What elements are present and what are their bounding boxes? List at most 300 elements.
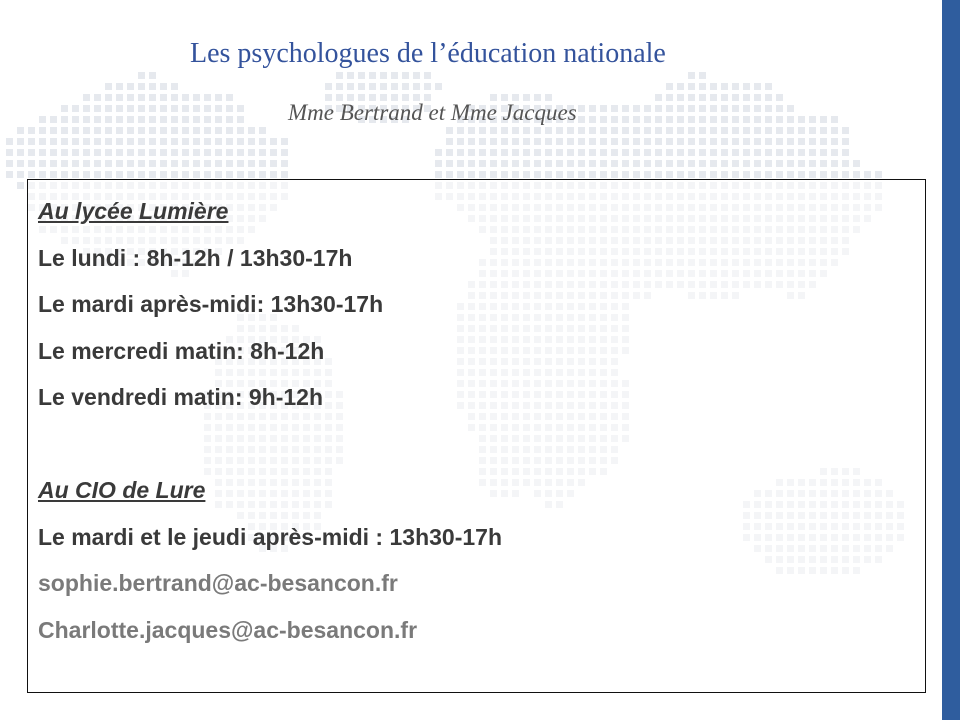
map-dot: [699, 72, 706, 79]
map-dot: [622, 149, 629, 156]
map-dot: [534, 127, 541, 134]
map-dot: [50, 160, 57, 167]
map-dot: [765, 94, 772, 101]
map-dot: [138, 94, 145, 101]
map-dot: [820, 127, 827, 134]
map-dot: [182, 116, 189, 123]
map-dot: [259, 138, 266, 145]
map-dot: [336, 72, 343, 79]
map-dot: [523, 149, 530, 156]
map-dot: [809, 171, 816, 178]
map-dot: [72, 149, 79, 156]
map-dot: [149, 127, 156, 134]
map-dot: [61, 160, 68, 167]
map-dot: [721, 94, 728, 101]
map-dot: [776, 94, 783, 101]
map-dot: [6, 171, 13, 178]
schedule-lines: [38, 188, 915, 653]
map-dot: [138, 171, 145, 178]
map-dot: [512, 149, 519, 156]
map-dot: [204, 105, 211, 112]
map-dot: [204, 127, 211, 134]
map-dot: [281, 138, 288, 145]
map-dot: [556, 160, 563, 167]
map-dot: [787, 127, 794, 134]
map-dot: [666, 83, 673, 90]
map-dot: [644, 149, 651, 156]
lycee-hours-monday: Le lundi : 8h-12h / 13h30-17h: [38, 244, 353, 271]
map-dot: [611, 171, 618, 178]
map-dot: [765, 127, 772, 134]
map-dot: [578, 127, 585, 134]
map-dot: [776, 127, 783, 134]
map-dot: [666, 138, 673, 145]
map-dot: [578, 149, 585, 156]
map-dot: [160, 127, 167, 134]
map-dot: [776, 171, 783, 178]
map-dot: [853, 171, 860, 178]
map-dot: [171, 127, 178, 134]
map-dot: [787, 171, 794, 178]
map-dot: [72, 127, 79, 134]
map-dot: [61, 149, 68, 156]
map-dot: [589, 138, 596, 145]
map-dot: [215, 149, 222, 156]
map-dot: [534, 149, 541, 156]
map-dot: [28, 138, 35, 145]
map-dot: [600, 160, 607, 167]
map-dot: [193, 160, 200, 167]
lycee-heading: Au lycée Lumière: [38, 198, 229, 224]
map-dot: [468, 138, 475, 145]
map-dot: [380, 83, 387, 90]
map-dot: [435, 83, 442, 90]
cio-heading: Au CIO de Lure: [38, 477, 206, 503]
map-dot: [820, 171, 827, 178]
map-dot: [457, 127, 464, 134]
map-dot: [820, 138, 827, 145]
map-dot: [754, 171, 761, 178]
map-dot: [622, 160, 629, 167]
map-dot: [83, 171, 90, 178]
map-dot: [765, 138, 772, 145]
map-dot: [116, 149, 123, 156]
map-dot: [732, 83, 739, 90]
map-dot: [270, 149, 277, 156]
map-dot: [149, 149, 156, 156]
map-dot: [699, 160, 706, 167]
map-dot: [402, 72, 409, 79]
map-dot: [721, 138, 728, 145]
map-dot: [644, 138, 651, 145]
map-dot: [655, 171, 662, 178]
map-dot: [237, 138, 244, 145]
map-dot: [116, 138, 123, 145]
map-dot: [666, 160, 673, 167]
map-dot: [237, 149, 244, 156]
map-dot: [215, 160, 222, 167]
map-dot: [677, 171, 684, 178]
map-dot: [457, 149, 464, 156]
map-dot: [127, 116, 134, 123]
map-dot: [105, 171, 112, 178]
map-dot: [820, 149, 827, 156]
map-dot: [237, 105, 244, 112]
map-dot: [831, 149, 838, 156]
map-dot: [831, 171, 838, 178]
map-dot: [116, 116, 123, 123]
map-dot: [193, 116, 200, 123]
map-dot: [688, 83, 695, 90]
map-dot: [358, 72, 365, 79]
map-dot: [710, 94, 717, 101]
map-dot: [61, 138, 68, 145]
map-dot: [446, 127, 453, 134]
map-dot: [655, 127, 662, 134]
map-dot: [193, 171, 200, 178]
map-dot: [248, 127, 255, 134]
map-dot: [732, 105, 739, 112]
map-dot: [171, 149, 178, 156]
map-dot: [512, 127, 519, 134]
map-dot: [666, 149, 673, 156]
map-dot: [72, 116, 79, 123]
map-dot: [556, 138, 563, 145]
map-dot: [446, 149, 453, 156]
map-dot: [556, 149, 563, 156]
map-dot: [138, 116, 145, 123]
map-dot: [842, 138, 849, 145]
map-dot: [512, 171, 519, 178]
map-dot: [237, 116, 244, 123]
map-dot: [248, 171, 255, 178]
map-dot: [193, 138, 200, 145]
map-dot: [787, 105, 794, 112]
map-dot: [61, 116, 68, 123]
map-dot: [149, 138, 156, 145]
map-dot: [490, 138, 497, 145]
map-dot: [611, 160, 618, 167]
map-dot: [501, 149, 508, 156]
map-dot: [160, 105, 167, 112]
map-dot: [468, 160, 475, 167]
map-dot: [6, 138, 13, 145]
map-dot: [215, 171, 222, 178]
map-dot: [446, 160, 453, 167]
map-dot: [160, 160, 167, 167]
map-dot: [831, 160, 838, 167]
map-dot: [842, 160, 849, 167]
map-dot: [347, 83, 354, 90]
map-dot: [468, 127, 475, 134]
map-dot: [644, 160, 651, 167]
map-dot: [842, 149, 849, 156]
map-dot: [688, 72, 695, 79]
map-dot: [798, 138, 805, 145]
map-dot: [237, 171, 244, 178]
map-dot: [17, 127, 24, 134]
map-dot: [600, 127, 607, 134]
map-dot: [545, 160, 552, 167]
map-dot: [83, 127, 90, 134]
map-dot: [259, 160, 266, 167]
map-dot: [105, 160, 112, 167]
map-dot: [149, 171, 156, 178]
map-dot: [776, 116, 783, 123]
map-dot: [204, 138, 211, 145]
map-dot: [138, 149, 145, 156]
map-dot: [94, 138, 101, 145]
map-dot: [468, 149, 475, 156]
map-dot: [490, 127, 497, 134]
map-dot: [743, 83, 750, 90]
map-dot: [776, 138, 783, 145]
map-dot: [490, 149, 497, 156]
map-dot: [171, 116, 178, 123]
map-dot: [50, 149, 57, 156]
map-dot: [182, 149, 189, 156]
map-dot: [809, 116, 816, 123]
map-dot: [413, 83, 420, 90]
map-dot: [83, 105, 90, 112]
map-dot: [6, 149, 13, 156]
map-dot: [721, 116, 728, 123]
map-dot: [721, 83, 728, 90]
map-dot: [171, 83, 178, 90]
map-dot: [710, 105, 717, 112]
map-dot: [798, 160, 805, 167]
map-dot: [743, 138, 750, 145]
map-dot: [765, 149, 772, 156]
map-dot: [424, 83, 431, 90]
map-dot: [754, 94, 761, 101]
map-dot: [479, 149, 486, 156]
map-dot: [677, 127, 684, 134]
map-dot: [182, 127, 189, 134]
map-dot: [105, 149, 112, 156]
map-dot: [556, 171, 563, 178]
map-dot: [677, 83, 684, 90]
map-dot: [226, 116, 233, 123]
map-dot: [171, 94, 178, 101]
map-dot: [666, 171, 673, 178]
map-dot: [710, 83, 717, 90]
map-dot: [600, 171, 607, 178]
map-dot: [160, 83, 167, 90]
map-dot: [765, 83, 772, 90]
map-dot: [798, 149, 805, 156]
map-dot: [600, 138, 607, 145]
map-dot: [226, 94, 233, 101]
map-dot: [226, 127, 233, 134]
map-dot: [688, 171, 695, 178]
map-dot: [578, 160, 585, 167]
map-dot: [226, 149, 233, 156]
map-dot: [226, 138, 233, 145]
map-dot: [611, 149, 618, 156]
map-dot: [215, 116, 222, 123]
map-dot: [589, 171, 596, 178]
map-dot: [193, 127, 200, 134]
map-dot: [204, 94, 211, 101]
map-dot: [105, 83, 112, 90]
map-dot: [699, 149, 706, 156]
map-dot: [50, 171, 57, 178]
map-dot: [831, 116, 838, 123]
map-dot: [853, 160, 860, 167]
schedule-box: [27, 179, 926, 693]
map-dot: [754, 105, 761, 112]
map-dot: [754, 149, 761, 156]
map-dot: [369, 83, 376, 90]
map-dot: [710, 160, 717, 167]
map-dot: [732, 171, 739, 178]
map-dot: [501, 127, 508, 134]
map-dot: [479, 138, 486, 145]
map-dot: [721, 160, 728, 167]
email-jacques-link[interactable]: Charlotte.jacques@ac-besancon.fr: [38, 616, 418, 643]
map-dot: [633, 171, 640, 178]
map-dot: [545, 138, 552, 145]
map-dot: [567, 138, 574, 145]
map-dot: [94, 127, 101, 134]
map-dot: [116, 171, 123, 178]
map-dot: [204, 171, 211, 178]
map-dot: [589, 160, 596, 167]
map-dot: [83, 94, 90, 101]
map-dot: [622, 138, 629, 145]
map-dot: [94, 105, 101, 112]
map-dot: [61, 127, 68, 134]
email-bertrand-link[interactable]: sophie.bertrand@ac-besancon.fr: [38, 570, 398, 596]
map-dot: [105, 105, 112, 112]
map-dot: [182, 94, 189, 101]
map-dot: [644, 171, 651, 178]
map-dot: [721, 149, 728, 156]
map-dot: [842, 171, 849, 178]
map-dot: [94, 116, 101, 123]
map-dot: [545, 171, 552, 178]
map-dot: [820, 116, 827, 123]
map-dot: [138, 105, 145, 112]
map-dot: [50, 138, 57, 145]
map-dot: [281, 160, 288, 167]
map-dot: [523, 160, 530, 167]
map-dot: [182, 171, 189, 178]
map-dot: [138, 83, 145, 90]
map-dot: [6, 160, 13, 167]
map-dot: [17, 171, 24, 178]
map-dot: [490, 160, 497, 167]
cio-hours: Le mardi et le jeudi après-midi : 13h30-17h: [38, 523, 502, 550]
map-dot: [380, 72, 387, 79]
map-dot: [160, 149, 167, 156]
map-dot: [600, 149, 607, 156]
map-dot: [237, 127, 244, 134]
map-dot: [160, 138, 167, 145]
map-dot: [611, 127, 618, 134]
map-dot: [523, 138, 530, 145]
map-dot: [105, 138, 112, 145]
map-dot: [17, 182, 24, 189]
map-dot: [94, 160, 101, 167]
map-dot: [501, 160, 508, 167]
map-dot: [281, 149, 288, 156]
map-dot: [457, 171, 464, 178]
map-dot: [512, 138, 519, 145]
map-dot: [567, 149, 574, 156]
map-dot: [699, 83, 706, 90]
map-dot: [754, 138, 761, 145]
map-dot: [743, 149, 750, 156]
map-dot: [83, 138, 90, 145]
map-dot: [127, 94, 134, 101]
map-dot: [765, 171, 772, 178]
map-dot: [435, 171, 442, 178]
map-dot: [479, 171, 486, 178]
map-dot: [798, 171, 805, 178]
map-dot: [732, 138, 739, 145]
map-dot: [765, 105, 772, 112]
map-dot: [248, 160, 255, 167]
map-dot: [127, 127, 134, 134]
map-dot: [259, 127, 266, 134]
map-dot: [127, 105, 134, 112]
map-dot: [17, 138, 24, 145]
map-dot: [127, 83, 134, 90]
map-dot: [116, 160, 123, 167]
map-dot: [28, 127, 35, 134]
map-dot: [655, 160, 662, 167]
map-dot: [28, 149, 35, 156]
map-dot: [39, 116, 46, 123]
map-dot: [677, 160, 684, 167]
map-dot: [116, 83, 123, 90]
map-dot: [699, 138, 706, 145]
map-dot: [215, 127, 222, 134]
map-dot: [743, 94, 750, 101]
map-dot: [94, 171, 101, 178]
map-dot: [182, 160, 189, 167]
map-dot: [534, 171, 541, 178]
map-dot: [732, 160, 739, 167]
map-dot: [149, 72, 156, 79]
map-dot: [468, 171, 475, 178]
map-dot: [182, 105, 189, 112]
lycee-hours-tuesday: Le mardi après-midi: 13h30-17h: [38, 291, 384, 317]
map-dot: [94, 149, 101, 156]
map-dot: [116, 94, 123, 101]
map-dot: [732, 127, 739, 134]
map-dot: [798, 116, 805, 123]
map-dot: [611, 138, 618, 145]
map-dot: [743, 171, 750, 178]
map-dot: [270, 160, 277, 167]
map-dot: [39, 149, 46, 156]
map-dot: [534, 138, 541, 145]
map-dot: [710, 116, 717, 123]
map-dot: [215, 94, 222, 101]
map-dot: [710, 171, 717, 178]
map-dot: [226, 171, 233, 178]
map-dot: [633, 127, 640, 134]
map-dot: [776, 149, 783, 156]
map-dot: [193, 105, 200, 112]
map-dot: [149, 94, 156, 101]
map-dot: [94, 94, 101, 101]
map-dot: [61, 105, 68, 112]
map-dot: [589, 149, 596, 156]
